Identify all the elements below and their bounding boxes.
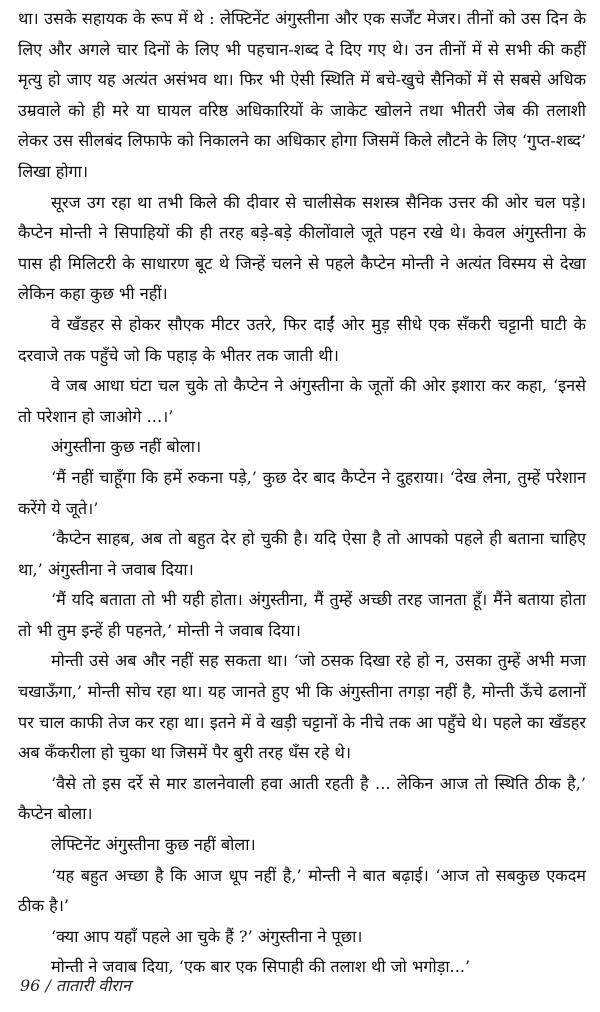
paragraph-10: ‘वैसे तो इस दर्रे से मार डालनेवाली हवा आती रहती है ... लेकिन आज तो स्थिति ठीक है,’ कैप्टेन बोला।	[18, 773, 586, 824]
paragraph-6: ‘मैं नहीं चाहूँगा कि हमें रुकना पड़े,’ कुछ देर बाद कैप्टेन ने दुहराया। ‘देख लेना, तुम्हें परेशान करेंगे ये जूते।’	[18, 467, 586, 518]
page-footer: 96 / तातारी वीरान	[20, 976, 131, 995]
paragraph-9: मोन्ती उसे अब और नहीं सह सकता था। ‘जो ठसक दिखा रहे हो न, उसका तुम्हें अभी मजा चखाऊँगा,’ मोन्ती सोच रहा था। यह जानते हुए भी कि अंगुस्तीना तगड़ा नहीं है, मोन्ती ऊँचे ढलानों पर चाल काफी तेज कर रहा था। इतने में वे खड़ी चट्टानों के नीचे तक आ पहुँचे थे। पहले का खँडहर अब कँकरीला हो चुका था जिसमें पैर बुरी तरह धँस रहे थे।	[18, 651, 586, 763]
paragraph-14: मोन्ती ने जवाब दिया, ‘एक बार एक सिपाही की तलाश थी जो भगोड़ा...’	[51, 957, 471, 977]
paragraph-1: था। उसके सहायक के रूप में थे : लेफ्टिनेंट अंगुस्तीना और एक सर्जेंट मेजर। तीनों को उस दिन के लिए और अगले चार दिनों के लिए भी पहचान-शब्द दे दिए गए थे। उन तीनों में से सभी की कहीं मृत्यु हो जाए यह अत्यंत असंभव था। फिर भी ऐसी स्थिति में बचे-खुचे सैनिकों में से सबसे अधिक उम्रवाले को ही मरे या घायल वरिष्ठ अधिकारियों के जाकेट खोलने तथा भीतरी जेब की तलाशी लेकर उस सीलबंद लिफाफे को निकालने का अधिकार होगा जिसमें किले लौटने के लिए ‘गुप्त-शब्द’ लिखा होगा।	[18, 9, 586, 181]
paragraph-5: अंगुस्तीना कुछ नहीं बोला।	[51, 437, 202, 457]
paragraph-3: वे खँडहर से होकर सौएक मीटर उतरे, फिर दाईं ओर मुड़ सीधे एक सँकरी चट्टानी घाटी के दरवाजे तक पहुँचे जो कि पहाड़ के भीतर तक जाती थी।	[18, 314, 586, 365]
paragraph-12: ‘यह बहुत अच्छा है कि आज धूप नहीं है,’ मोन्ती ने बात बढ़ाई। ‘आज तो सबकुछ एकदम ठीक है।’	[18, 865, 586, 916]
paragraph-13: ‘क्या आप यहाँ पहले आ चुके हैं ?’ अंगुस्तीना ने पूछा।	[51, 926, 363, 946]
paragraph-8: ‘मैं यदि बताता तो भी यही होता। अंगुस्तीना, मैं तुम्हें अच्छी तरह जानता हूँ। मैंने बताया होता तो भी तुम इन्हें ही पहनते,’ मोन्ती ने जवाब दिया।	[18, 590, 586, 640]
paragraph-7: ‘कैप्टेन साहब, अब तो बहुत देर हो चुकी है। यदि ऐसा है तो आपको पहले ही बताना चाहिए था,’ अंगुस्तीना ने जवाब दिया।	[18, 529, 586, 579]
paragraph-4: वे जब आधा घंटा चल चुके तो कैप्टेन ने अंगुस्तीना के जूतों की ओर इशारा कर कहा, ‘इनसे तो परेशान हो जाओगे ...।’	[18, 376, 586, 426]
paragraph-2: सूरज उग रहा था तभी किले की दीवार से चालीसेक सशस्त्र सैनिक उत्तर की ओर चल पड़े। कैप्टेन मोन्ती ने सिपाहियों की ही तरह बड़े-बड़े कीलोंवाले जूते पहन रखे थे। केवल अंगुस्तीना के पास ही मिलिटरी के साधारण बूट थे जिन्हें चलने से पहले कैप्टेन मोन्ती ने अत्यंत विस्मय से देखा लेकिन कहा कुछ भी नहीं।	[18, 192, 586, 304]
paragraph-11: लेफ्टिनेंट अंगुस्तीना कुछ नहीं बोला।	[51, 835, 256, 855]
body-text	[18, 4, 586, 983]
